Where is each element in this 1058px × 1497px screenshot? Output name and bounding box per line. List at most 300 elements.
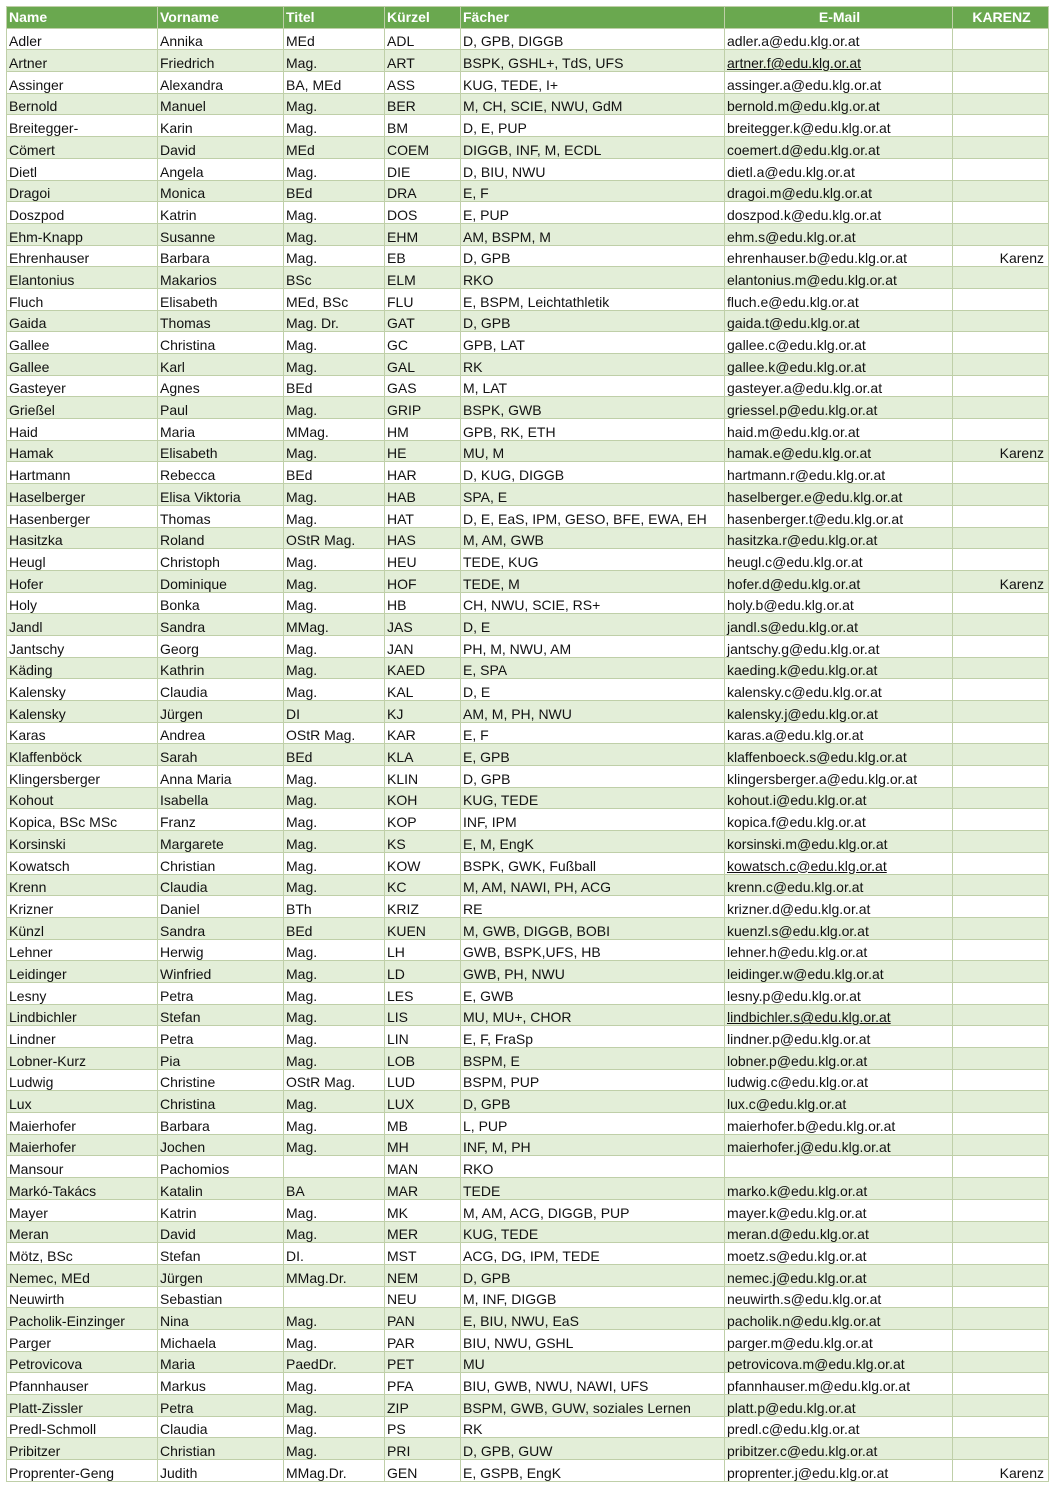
cell-name: Hartmann	[7, 462, 158, 484]
cell-titel: DI.	[284, 1243, 385, 1265]
cell-karenz	[953, 462, 1049, 484]
cell-karenz	[953, 1395, 1049, 1417]
cell-karenz	[953, 332, 1049, 354]
cell-titel	[284, 1156, 385, 1178]
table-row	[7, 722, 1049, 744]
staff-sheet	[6, 6, 1049, 1482]
staff-table	[6, 6, 1049, 1482]
cell-vorname: Christina	[158, 1091, 284, 1113]
cell-vorname: Thomas	[158, 310, 284, 332]
table-row	[7, 874, 1049, 896]
cell-karenz	[953, 1416, 1049, 1438]
cell-faecher: TEDE	[461, 1178, 725, 1200]
header-name: Name	[7, 7, 158, 29]
cell-faecher: BSPK, GWB	[461, 397, 725, 419]
cell-kuerzel: HB	[385, 592, 461, 614]
cell-kuerzel: LUX	[385, 1091, 461, 1113]
cell-karenz	[953, 1199, 1049, 1221]
cell-faecher: M, LAT	[461, 375, 725, 397]
cell-email: predl.c@edu.klg.or.at	[725, 1416, 953, 1438]
cell-kuerzel: DRA	[385, 180, 461, 202]
cell-karenz	[953, 1308, 1049, 1330]
cell-faecher: AM, BSPM, M	[461, 223, 725, 245]
cell-vorname: Katrin	[158, 202, 284, 224]
table-row	[7, 549, 1049, 571]
cell-titel: MEd	[284, 137, 385, 159]
table-row	[7, 202, 1049, 224]
cell-name: Neuwirth	[7, 1286, 158, 1308]
cell-karenz	[953, 1026, 1049, 1048]
table-row	[7, 375, 1049, 397]
cell-email: hofer.d@edu.klg.or.at	[725, 570, 953, 592]
cell-karenz	[953, 939, 1049, 961]
cell-kuerzel: HOF	[385, 570, 461, 592]
cell-karenz	[953, 354, 1049, 376]
table-row	[7, 1438, 1049, 1460]
cell-vorname: Elisabeth	[158, 288, 284, 310]
cell-karenz	[953, 1221, 1049, 1243]
cell-name: Lesny	[7, 982, 158, 1004]
cell-name: Bernold	[7, 93, 158, 115]
cell-name: Heugl	[7, 549, 158, 571]
cell-email: ludwig.c@edu.klg.or.at	[725, 1069, 953, 1091]
cell-email: petrovicova.m@edu.klg.or.at	[725, 1351, 953, 1373]
cell-vorname: Bonka	[158, 592, 284, 614]
cell-karenz	[953, 635, 1049, 657]
cell-kuerzel: MB	[385, 1113, 461, 1135]
cell-karenz	[953, 397, 1049, 419]
cell-titel: OStR Mag.	[284, 1069, 385, 1091]
cell-kuerzel: LIN	[385, 1026, 461, 1048]
cell-titel: BSc	[284, 267, 385, 289]
cell-faecher: RK	[461, 354, 725, 376]
cell-email: hamak.e@edu.klg.or.at	[725, 440, 953, 462]
cell-email: pfannhauser.m@edu.klg.or.at	[725, 1373, 953, 1395]
cell-faecher: TEDE, KUG	[461, 549, 725, 571]
cell-karenz	[953, 50, 1049, 72]
cell-faecher: D, BIU, NWU	[461, 158, 725, 180]
cell-vorname: Judith	[158, 1460, 284, 1482]
table-row	[7, 1199, 1049, 1221]
cell-titel: Mag.	[284, 1199, 385, 1221]
cell-kuerzel: PET	[385, 1351, 461, 1373]
cell-vorname: Sebastian	[158, 1286, 284, 1308]
cell-titel: MMag.Dr.	[284, 1460, 385, 1482]
cell-email: doszpod.k@edu.klg.or.at	[725, 202, 953, 224]
cell-email: breitegger.k@edu.klg.or.at	[725, 115, 953, 137]
cell-vorname: Petra	[158, 982, 284, 1004]
cell-kuerzel: KJ	[385, 701, 461, 723]
cell-vorname: Karl	[158, 354, 284, 376]
cell-titel: Mag.	[284, 1221, 385, 1243]
cell-kuerzel: GAS	[385, 375, 461, 397]
cell-karenz: Karenz	[953, 440, 1049, 462]
cell-kuerzel: MAR	[385, 1178, 461, 1200]
cell-name: Leidinger	[7, 961, 158, 983]
cell-titel: Mag.	[284, 1048, 385, 1070]
header-vorname: Vorname	[158, 7, 284, 29]
cell-vorname: Nina	[158, 1308, 284, 1330]
cell-titel: Mag.	[284, 440, 385, 462]
cell-email: lesny.p@edu.klg.or.at	[725, 982, 953, 1004]
cell-name: Klaffenböck	[7, 744, 158, 766]
cell-name: Predl-Schmoll	[7, 1416, 158, 1438]
cell-kuerzel: KLA	[385, 744, 461, 766]
cell-email: ehrenhauser.b@edu.klg.or.at	[725, 245, 953, 267]
cell-faecher: GWB, BSPK,UFS, HB	[461, 939, 725, 961]
cell-faecher: BSPM, E	[461, 1048, 725, 1070]
cell-vorname: Rebecca	[158, 462, 284, 484]
cell-karenz	[953, 549, 1049, 571]
cell-email: elantonius.m@edu.klg.or.at	[725, 267, 953, 289]
cell-email: gallee.k@edu.klg.or.at	[725, 354, 953, 376]
cell-name: Gallee	[7, 354, 158, 376]
cell-faecher: E, SPA	[461, 657, 725, 679]
cell-vorname: Maria	[158, 419, 284, 441]
cell-faecher: MU, MU+, CHOR	[461, 1004, 725, 1026]
cell-vorname: Thomas	[158, 505, 284, 527]
cell-karenz: Karenz	[953, 1460, 1049, 1482]
table-row	[7, 527, 1049, 549]
cell-karenz	[953, 874, 1049, 896]
cell-faecher: D, E	[461, 679, 725, 701]
cell-titel: PaedDr.	[284, 1351, 385, 1373]
cell-karenz	[953, 1243, 1049, 1265]
cell-vorname: Claudia	[158, 874, 284, 896]
cell-faecher: D, E	[461, 614, 725, 636]
cell-kuerzel: GAL	[385, 354, 461, 376]
cell-kuerzel: KRIZ	[385, 896, 461, 918]
table-row	[7, 1113, 1049, 1135]
cell-vorname: Karin	[158, 115, 284, 137]
table-row	[7, 1460, 1049, 1482]
table-row	[7, 462, 1049, 484]
cell-name: Jandl	[7, 614, 158, 636]
cell-name: Klingersberger	[7, 766, 158, 788]
cell-vorname: Sarah	[158, 744, 284, 766]
table-row	[7, 614, 1049, 636]
cell-faecher: KUG, TEDE, I+	[461, 72, 725, 94]
cell-titel: Mag.	[284, 787, 385, 809]
table-row	[7, 592, 1049, 614]
cell-name: Lehner	[7, 939, 158, 961]
table-row	[7, 744, 1049, 766]
cell-vorname: Christian	[158, 1438, 284, 1460]
cell-name: Kowatsch	[7, 852, 158, 874]
cell-name: Kalensky	[7, 701, 158, 723]
cell-karenz	[953, 223, 1049, 245]
table-row	[7, 982, 1049, 1004]
table-row	[7, 1134, 1049, 1156]
cell-karenz	[953, 288, 1049, 310]
cell-email: haid.m@edu.klg.or.at	[725, 419, 953, 441]
table-row	[7, 397, 1049, 419]
cell-kuerzel: DOS	[385, 202, 461, 224]
cell-titel: MMag.Dr.	[284, 1264, 385, 1286]
cell-faecher: BIU, NWU, GSHL	[461, 1329, 725, 1351]
cell-email[interactable]: artner.f@edu.klg.or.at	[725, 50, 953, 72]
cell-titel: Mag.	[284, 223, 385, 245]
cell-titel: MEd	[284, 28, 385, 50]
cell-email: neuwirth.s@edu.klg.or.at	[725, 1286, 953, 1308]
cell-faecher: GPB, LAT	[461, 332, 725, 354]
cell-karenz	[953, 787, 1049, 809]
table-row	[7, 1264, 1049, 1286]
cell-karenz	[953, 592, 1049, 614]
cell-vorname: Agnes	[158, 375, 284, 397]
cell-faecher: DIGGB, INF, M, ECDL	[461, 137, 725, 159]
cell-vorname: Claudia	[158, 1416, 284, 1438]
cell-titel: Mag.	[284, 484, 385, 506]
cell-name: Adler	[7, 28, 158, 50]
cell-vorname: Markus	[158, 1373, 284, 1395]
cell-name: Kalensky	[7, 679, 158, 701]
cell-vorname: Roland	[158, 527, 284, 549]
cell-kuerzel: HEU	[385, 549, 461, 571]
cell-titel: Mag.	[284, 1373, 385, 1395]
cell-kuerzel: BER	[385, 93, 461, 115]
cell-kuerzel: ZIP	[385, 1395, 461, 1417]
cell-kuerzel: MH	[385, 1134, 461, 1156]
cell-karenz	[953, 852, 1049, 874]
cell-name: Krizner	[7, 896, 158, 918]
table-row	[7, 570, 1049, 592]
cell-email: krenn.c@edu.klg.or.at	[725, 874, 953, 896]
cell-faecher: RKO	[461, 267, 725, 289]
cell-vorname: Paul	[158, 397, 284, 419]
table-row	[7, 939, 1049, 961]
table-row	[7, 332, 1049, 354]
table-row	[7, 288, 1049, 310]
cell-email: heugl.c@edu.klg.or.at	[725, 549, 953, 571]
cell-vorname: David	[158, 137, 284, 159]
cell-name: Haselberger	[7, 484, 158, 506]
header-email: E-Mail	[725, 7, 953, 29]
cell-email: kopica.f@edu.klg.or.at	[725, 809, 953, 831]
cell-karenz: Karenz	[953, 570, 1049, 592]
cell-titel: Mag.	[284, 982, 385, 1004]
cell-titel: Mag.	[284, 1395, 385, 1417]
header-kuerzel: Kürzel	[385, 7, 461, 29]
cell-name: Gallee	[7, 332, 158, 354]
cell-karenz	[953, 1178, 1049, 1200]
cell-email: meran.d@edu.klg.or.at	[725, 1221, 953, 1243]
table-row	[7, 1091, 1049, 1113]
cell-titel: Mag.	[284, 50, 385, 72]
cell-kuerzel: HAB	[385, 484, 461, 506]
cell-vorname: Christoph	[158, 549, 284, 571]
cell-vorname: Pachomios	[158, 1156, 284, 1178]
cell-email: klingersberger.a@edu.klg.or.at	[725, 766, 953, 788]
cell-name: Dragoi	[7, 180, 158, 202]
cell-titel: MMag.	[284, 614, 385, 636]
cell-kuerzel: HAS	[385, 527, 461, 549]
cell-karenz	[953, 1438, 1049, 1460]
cell-vorname: Elisabeth	[158, 440, 284, 462]
cell-karenz	[953, 158, 1049, 180]
cell-kuerzel: COEM	[385, 137, 461, 159]
table-row	[7, 1395, 1049, 1417]
cell-kuerzel: LUD	[385, 1069, 461, 1091]
cell-email: gallee.c@edu.klg.or.at	[725, 332, 953, 354]
cell-email: pacholik.n@edu.klg.or.at	[725, 1308, 953, 1330]
cell-kuerzel: KOH	[385, 787, 461, 809]
cell-titel: Mag.	[284, 1329, 385, 1351]
cell-karenz	[953, 202, 1049, 224]
cell-vorname: Christina	[158, 332, 284, 354]
cell-vorname: Monica	[158, 180, 284, 202]
cell-karenz	[953, 93, 1049, 115]
cell-vorname: Christian	[158, 852, 284, 874]
cell-faecher: RKO	[461, 1156, 725, 1178]
cell-faecher: D, KUG, DIGGB	[461, 462, 725, 484]
table-row	[7, 852, 1049, 874]
cell-name: Pfannhauser	[7, 1373, 158, 1395]
cell-email: ehm.s@edu.klg.or.at	[725, 223, 953, 245]
cell-titel: Mag.	[284, 939, 385, 961]
cell-email: marko.k@edu.klg.or.at	[725, 1178, 953, 1200]
table-row	[7, 1069, 1049, 1091]
cell-name: Platt-Zissler	[7, 1395, 158, 1417]
cell-titel: Mag.	[284, 1438, 385, 1460]
cell-kuerzel: MER	[385, 1221, 461, 1243]
table-row	[7, 267, 1049, 289]
cell-vorname: Alexandra	[158, 72, 284, 94]
cell-vorname: Franz	[158, 809, 284, 831]
cell-titel: Mag.	[284, 1308, 385, 1330]
cell-email: nemec.j@edu.klg.or.at	[725, 1264, 953, 1286]
cell-email: jantschy.g@edu.klg.or.at	[725, 635, 953, 657]
cell-titel: Mag.	[284, 592, 385, 614]
cell-kuerzel: PS	[385, 1416, 461, 1438]
table-row	[7, 831, 1049, 853]
table-row	[7, 223, 1049, 245]
cell-email[interactable]: kowatsch.c@edu.klg.or.at	[725, 852, 953, 874]
cell-karenz	[953, 1134, 1049, 1156]
cell-name: Breitegger-	[7, 115, 158, 137]
cell-titel: Mag.	[284, 1026, 385, 1048]
cell-name: Fluch	[7, 288, 158, 310]
cell-name: Lux	[7, 1091, 158, 1113]
cell-karenz	[953, 1373, 1049, 1395]
table-row	[7, 1329, 1049, 1351]
cell-karenz	[953, 1004, 1049, 1026]
cell-kuerzel: GAT	[385, 310, 461, 332]
cell-vorname: Michaela	[158, 1329, 284, 1351]
cell-titel: Mag. Dr.	[284, 310, 385, 332]
cell-faecher: M, AM, NAWI, PH, ACG	[461, 874, 725, 896]
cell-vorname: Petra	[158, 1026, 284, 1048]
cell-email: proprenter.j@edu.klg.or.at	[725, 1460, 953, 1482]
cell-kuerzel: KAL	[385, 679, 461, 701]
cell-name: Doszpod	[7, 202, 158, 224]
cell-vorname: Stefan	[158, 1243, 284, 1265]
cell-karenz: Karenz	[953, 245, 1049, 267]
cell-faecher: PH, M, NWU, AM	[461, 635, 725, 657]
cell-name: Gasteyer	[7, 375, 158, 397]
cell-email: maierhofer.j@edu.klg.or.at	[725, 1134, 953, 1156]
cell-name: Lobner-Kurz	[7, 1048, 158, 1070]
cell-faecher: D, GPB	[461, 310, 725, 332]
table-row	[7, 657, 1049, 679]
cell-email: coemert.d@edu.klg.or.at	[725, 137, 953, 159]
cell-vorname: Petra	[158, 1395, 284, 1417]
table-row	[7, 180, 1049, 202]
cell-name: Mayer	[7, 1199, 158, 1221]
cell-faecher: INF, IPM	[461, 809, 725, 831]
cell-kuerzel: KAED	[385, 657, 461, 679]
cell-email: mayer.k@edu.klg.or.at	[725, 1199, 953, 1221]
cell-faecher: KUG, TEDE	[461, 787, 725, 809]
cell-titel: BEd	[284, 180, 385, 202]
cell-kuerzel: DIE	[385, 158, 461, 180]
cell-email: assinger.a@edu.klg.or.at	[725, 72, 953, 94]
cell-email: kohout.i@edu.klg.or.at	[725, 787, 953, 809]
cell-karenz	[953, 1329, 1049, 1351]
cell-titel: BA	[284, 1178, 385, 1200]
table-row	[7, 137, 1049, 159]
cell-name: Maierhofer	[7, 1134, 158, 1156]
cell-email[interactable]: lindbichler.s@edu.klg.or.at	[725, 1004, 953, 1026]
cell-karenz	[953, 1113, 1049, 1135]
cell-name: Hasenberger	[7, 505, 158, 527]
cell-name: Hofer	[7, 570, 158, 592]
cell-name: Dietl	[7, 158, 158, 180]
cell-faecher: RE	[461, 896, 725, 918]
cell-vorname: Pia	[158, 1048, 284, 1070]
cell-email: leidinger.w@edu.klg.or.at	[725, 961, 953, 983]
cell-email: maierhofer.b@edu.klg.or.at	[725, 1113, 953, 1135]
table-row	[7, 1351, 1049, 1373]
header-faecher: Fächer	[461, 7, 725, 29]
cell-kuerzel: HAT	[385, 505, 461, 527]
cell-email: parger.m@edu.klg.or.at	[725, 1329, 953, 1351]
cell-name: Gaida	[7, 310, 158, 332]
table-row	[7, 50, 1049, 72]
cell-faecher: MU, M	[461, 440, 725, 462]
cell-vorname: Stefan	[158, 1004, 284, 1026]
cell-kuerzel: PAN	[385, 1308, 461, 1330]
cell-vorname: Kathrin	[158, 657, 284, 679]
cell-name: Kopica, BSc MSc	[7, 809, 158, 831]
cell-email: lux.c@edu.klg.or.at	[725, 1091, 953, 1113]
cell-email: jandl.s@edu.klg.or.at	[725, 614, 953, 636]
cell-vorname: David	[158, 1221, 284, 1243]
cell-vorname: Susanne	[158, 223, 284, 245]
cell-titel: BEd	[284, 462, 385, 484]
cell-kuerzel: LH	[385, 939, 461, 961]
cell-email: lehner.h@edu.klg.or.at	[725, 939, 953, 961]
cell-name: Hasitzka	[7, 527, 158, 549]
cell-faecher: E, GPB	[461, 744, 725, 766]
cell-email: kaeding.k@edu.klg.or.at	[725, 657, 953, 679]
cell-name: Künzl	[7, 917, 158, 939]
cell-kuerzel: HM	[385, 419, 461, 441]
cell-faecher: GPB, RK, ETH	[461, 419, 725, 441]
cell-name: Cömert	[7, 137, 158, 159]
cell-faecher: E, BIU, NWU, EaS	[461, 1308, 725, 1330]
cell-kuerzel: LES	[385, 982, 461, 1004]
cell-name: Petrovicova	[7, 1351, 158, 1373]
cell-name: Käding	[7, 657, 158, 679]
cell-titel: Mag.	[284, 245, 385, 267]
cell-vorname: Sandra	[158, 917, 284, 939]
cell-titel: Mag.	[284, 1134, 385, 1156]
cell-faecher: CH, NWU, SCIE, RS+	[461, 592, 725, 614]
cell-kuerzel: MAN	[385, 1156, 461, 1178]
cell-titel: BEd	[284, 744, 385, 766]
cell-titel: Mag.	[284, 354, 385, 376]
